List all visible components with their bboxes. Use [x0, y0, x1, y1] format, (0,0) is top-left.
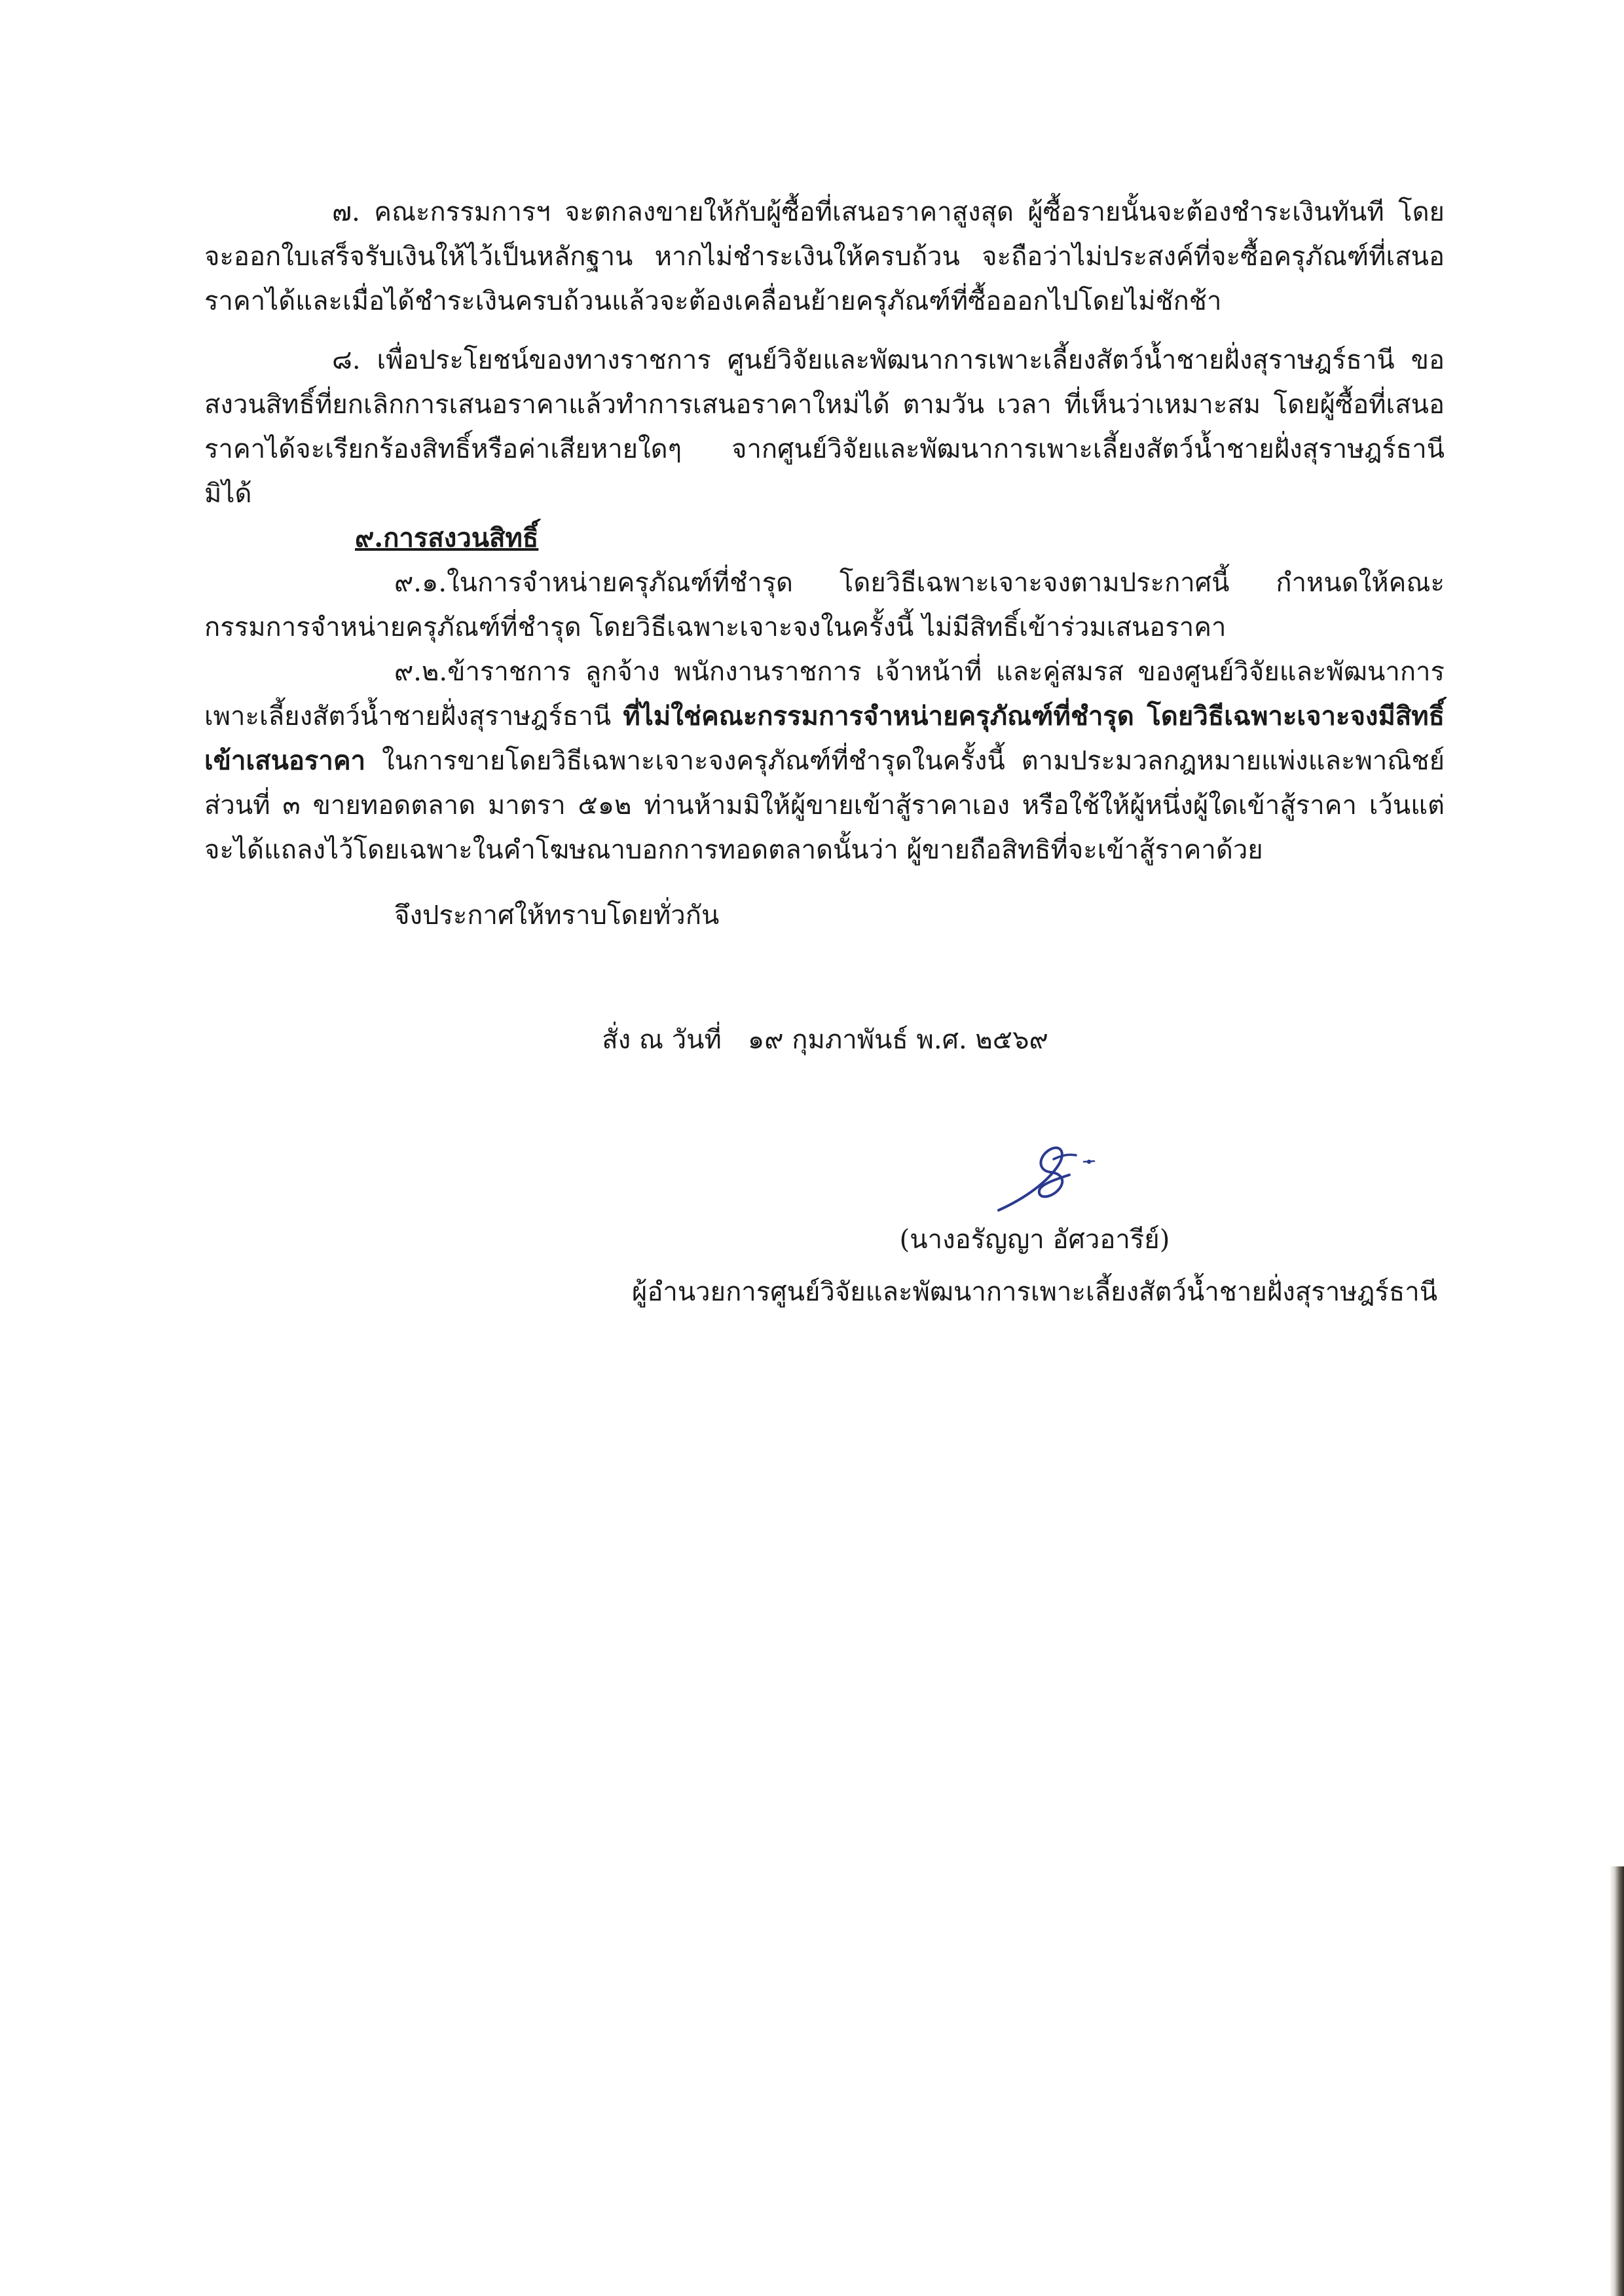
closing-statement: จึงประกาศให้ทราบโดยทั่วกัน	[394, 900, 720, 931]
clause-9-2-text-b: ในการขายโดยวิธีเฉพาะเจาะจงครุภัณฑ์ที่ชำรุดในครั้งนี้ ตามประมวลกฎหมายแพ่งและพาณิชย์ ส่วนที่ ๓ ขายทอดตลาด มาตรา ๕๑๒ ท่านห้ามมิให้ผู้ขายเข้าสู้ราคาเอง หรือใช้ให้ผู้หนึ่งผู้ใดเข้าสู้ราคา เว้นแต่จะได้แถลงไว้โดยเฉพาะในคำโฆษณาบอกการทอดตลาดนั้นว่า ผู้ขายถือสิทธิที่จะเข้าสู้ราคาด้วย	[204, 746, 1445, 865]
scan-edge-shadow	[1610, 1866, 1624, 2296]
clause-9-heading: ๙.การสงวนสิทธิ์	[355, 523, 539, 553]
clause-7: ๗. คณะกรรมการฯ จะตกลงขายให้กับผู้ซื้อที่เสนอราคาสูงสุด ผู้ซื้อรายนั้นจะต้องชำระเงินทันที โดยจะออกใบเสร็จรับเงินให้ไว้เป็นหลักฐาน หากไม่ชำระเงินให้ครบถ้วน จะถือว่าไม่ประสงค์ที่จะซื้อครุภัณฑ์ที่เสนอราคาได้และเมื่อได้ชำระเงินครบถ้วนแล้วจะต้องเคลื่อนย้ายครุภัณฑ์ที่ซื้อออกไปโดยไม่ชักช้า	[204, 197, 1445, 316]
clause-8: ๘. เพื่อประโยชน์ของทางราชการ ศูนย์วิจัยและพัฒนาการเพาะเลี้ยงสัตว์น้ำชายฝั่งสุราษฎร์ธานี ขอสงวนสิทธิ์ที่ยกเลิกการเสนอราคาแล้วทำการเสนอราคาใหม่ได้ ตามวัน เวลา ที่เห็นว่าเหมาะสม โดยผู้ซื้อที่เสนอราคาได้จะเรียกร้องสิทธิ์หรือค่าเสียหายใดๆ จากศูนย์วิจัยและพัฒนาการเพาะเลี้ยงสัตว์น้ำชายฝั่งสุราษฎร์ธานีมิได้	[204, 345, 1445, 509]
handwritten-signature	[986, 1133, 1116, 1218]
clause-9-2-bold-text: ที่ไม่ใช่คณะกรรมการจำหน่ายครุภัณฑ์ที่ชำรุด โดยวิธีเฉพาะเจาะจงมีสิทธิ์เข้าเสนอราคา	[204, 701, 1445, 776]
date-label: สั่ง ณ วันที่	[602, 1025, 722, 1055]
issue-date	[0, 1018, 1624, 1060]
clause-9-2	[204, 650, 1445, 872]
announcement-body	[204, 190, 1445, 938]
date-value: ๑๙ กุมภาพันธ์ พ.ศ. ๒๕๖๙	[747, 1025, 1048, 1055]
signer-title: ผู้อำนวยการศูนย์วิจัยและพัฒนาการเพาะเลี้ยงสัตว์น้ำชายฝั่งสุราษฎร์ธานี	[631, 1277, 1438, 1307]
clause-9-2-text-a: ๙.๒.ข้าราชการ ลูกจ้าง พนักงานราชการ เจ้าหน้าที่ และคู่สมรส ของศูนย์วิจัยและพัฒนาการเพาะเลี้ยงสัตว์น้ำชายฝั่งสุราษฎร์ธานี	[204, 657, 1445, 731]
signer-name: (นางอรัญญา อัศวอารีย์)	[899, 1225, 1170, 1255]
clause-9-1: ๙.๑.ในการจำหน่ายครุภัณฑ์ที่ชำรุด โดยวิธีเฉพาะเจาะจงตามประกาศนี้ กำหนดให้คณะกรรมการจำหน่ายครุภัณฑ์ที่ชำรุด โดยวิธีเฉพาะเจาะจงในครั้งนี้ ไม่มีสิทธิ์เข้าร่วมเสนอราคา	[204, 568, 1445, 642]
